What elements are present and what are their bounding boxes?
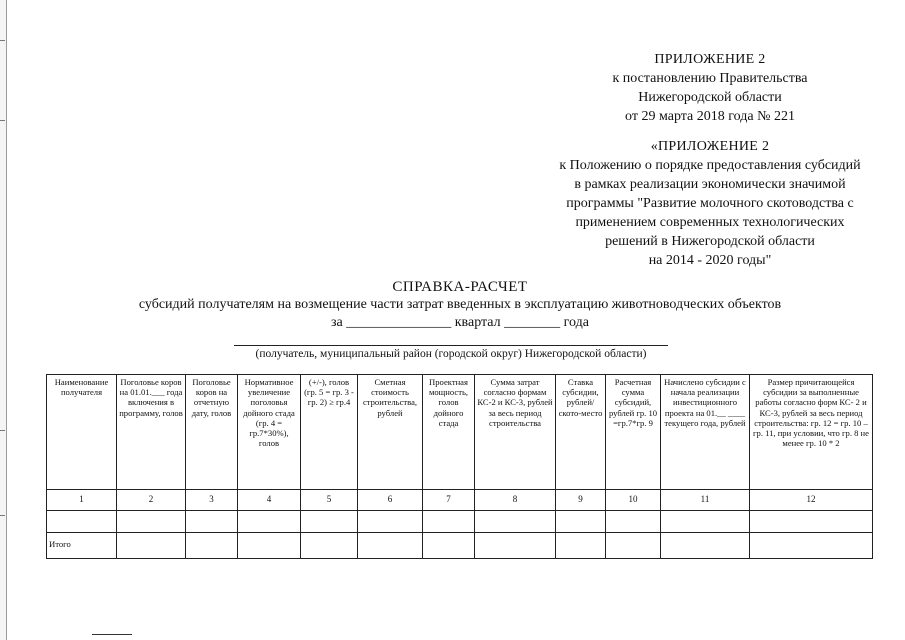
column-number: 11: [661, 490, 750, 511]
table-cell: [475, 511, 556, 533]
column-number: 3: [186, 490, 238, 511]
table-cell: [475, 533, 556, 559]
title-subtitle: субсидий получателям на возмещение части затрат введенных в эксплуатацию животноводческих объектов: [138, 297, 782, 312]
appendix-line: Нижегородской области: [638, 90, 782, 105]
table-cell: [301, 533, 358, 559]
table-cell: [47, 511, 117, 533]
column-number: 6: [358, 490, 423, 511]
regulation-heading: «ПРИЛОЖЕНИЕ 2: [650, 139, 770, 154]
document-title: [60, 278, 860, 332]
column-header: Сметная стоимость строительства, рублей: [358, 375, 423, 490]
table-cell: [358, 533, 423, 559]
table-cell: [423, 511, 475, 533]
column-number: 10: [606, 490, 661, 511]
table-cell: [238, 511, 301, 533]
table-header-row: [47, 375, 873, 490]
column-number: 4: [238, 490, 301, 511]
regulation-line: на 2014 - 2020 годы": [648, 253, 772, 268]
column-header: Поголовье коров на отчетную дату, голов: [186, 375, 238, 490]
table-cell: [238, 533, 301, 559]
regulation-line: к Положению о порядке предоставления субсидий: [559, 158, 861, 173]
table-cell: [117, 511, 186, 533]
table-cell: [117, 533, 186, 559]
recipient-fill-line: [234, 345, 668, 346]
column-number: 5: [301, 490, 358, 511]
column-header: Нормативное увеличение поголовья дойного стада (гр. 4 = гр.7*30%), голов: [238, 375, 301, 490]
title-main: СПРАВКА-РАСЧЕТ: [392, 279, 528, 295]
regulation-block: [540, 137, 880, 270]
appendix-block: [540, 50, 880, 126]
total-row: [47, 533, 873, 559]
regulation-line: программы "Развитие молочного скотоводства с: [566, 196, 854, 211]
recipient-caption: (получатель, муниципальный район (городской округ) Нижегородской области): [255, 348, 647, 360]
table-cell: [358, 511, 423, 533]
regulation-line: применением современных технологических: [575, 215, 845, 230]
table-cell: [556, 533, 606, 559]
binding-mark: [0, 40, 5, 41]
column-header: Наименование получателя: [47, 375, 117, 490]
column-number: 7: [423, 490, 475, 511]
column-header: Размер причитающейся субсидии за выполненные работы согласно форм КС- 2 и КС-3, рублей за весь период строительства: гр. 12 = гр. 10 – гр. 11, при условии, что гр. 8 не менее гр. 10 * 2: [750, 375, 873, 490]
column-number: 12: [750, 490, 873, 511]
table-cell: [186, 511, 238, 533]
table-cell: [423, 533, 475, 559]
appendix-line: от 29 марта 2018 года № 221: [625, 109, 795, 124]
binding-mark: [0, 515, 5, 516]
column-number: 8: [475, 490, 556, 511]
table-cell: [661, 511, 750, 533]
table-cell: [186, 533, 238, 559]
column-number: 9: [556, 490, 606, 511]
table-cell: [750, 533, 873, 559]
table-cell: [301, 511, 358, 533]
column-number: 1: [47, 490, 117, 511]
column-header: Расчетная сумма субсидий, рублей гр. 10 =гр.7*гр. 9: [606, 375, 661, 490]
column-header: Поголовье коров на 01.01.___ года включения в программу, голов: [117, 375, 186, 490]
column-header: Ставка субсидии, рублей/ ското-место: [556, 375, 606, 490]
table-cell: [661, 533, 750, 559]
scan-mark: [92, 634, 132, 635]
table-cell: [606, 511, 661, 533]
appendix-heading: ПРИЛОЖЕНИЕ 2: [654, 52, 766, 67]
regulation-line: решений в Нижегородской области: [605, 234, 815, 249]
binding-mark: [0, 120, 5, 121]
table-cell: [750, 511, 873, 533]
total-label: Итого: [47, 533, 117, 559]
table-cell: [556, 511, 606, 533]
column-header: Сумма затрат согласно формам КС-2 и КС-3, рублей за весь период строительства: [475, 375, 556, 490]
binding-mark: [0, 430, 5, 431]
regulation-line: в рамках реализации экономически значимой: [574, 177, 846, 192]
table-row: [47, 511, 873, 533]
title-period: за _______________ квартал ________ года: [331, 315, 589, 330]
calculation-table: [46, 374, 873, 559]
table-cell: [606, 533, 661, 559]
appendix-line: к постановлению Правительства: [612, 71, 808, 86]
column-header: Проектная мощность, голов дойного стада: [423, 375, 475, 490]
column-number-row: [47, 490, 873, 511]
column-header: (+/-), голов (гр. 5 = гр. 3 - гр. 2) ≥ гр.4: [301, 375, 358, 490]
column-header: Начислено субсидии с начала реализации инвестиционного проекта на 01.__ ____ текущего года, рублей: [661, 375, 750, 490]
page-binding-edge: [0, 0, 7, 640]
column-number: 2: [117, 490, 186, 511]
